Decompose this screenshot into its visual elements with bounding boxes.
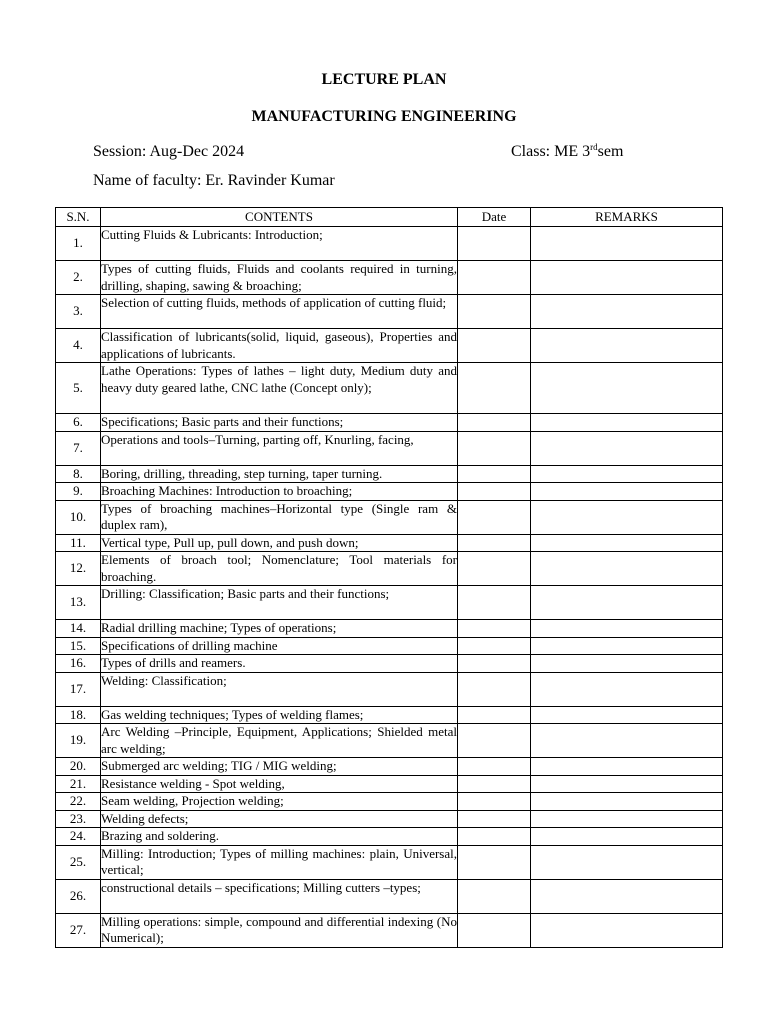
row-date [458, 465, 531, 483]
row-date [458, 431, 531, 465]
row-sn: 24. [56, 828, 101, 846]
table-row [56, 363, 723, 414]
row-content: Types of broaching machines–Horizontal type (Single ram & duplex ram), [101, 500, 457, 532]
row-content: Milling operations: simple, compound and differential indexing (No Numerical); [101, 913, 457, 945]
table-row [56, 431, 723, 465]
row-date [458, 775, 531, 793]
row-sn: 23. [56, 810, 101, 828]
row-sn: 14. [56, 620, 101, 638]
row-content: Classification of lubricants(solid, liquid, gaseous), Properties and applications of lubricants. [101, 329, 457, 361]
row-content: Submerged arc welding; TIG / MIG welding; [101, 758, 458, 776]
class-superscript: rd [590, 142, 598, 152]
header-contents: CONTENTS [101, 208, 458, 227]
row-content: Lathe Operations: Types of lathes – light duty, Medium duty and heavy duty geared lathe, CNC lathe (Concept only); [101, 363, 458, 414]
table-row [56, 913, 723, 947]
row-sn: 26. [56, 879, 101, 913]
class-suffix: sem [597, 143, 624, 160]
table-row [56, 655, 723, 673]
table-row [56, 724, 723, 758]
row-remarks [531, 465, 723, 483]
table-row [56, 810, 723, 828]
row-remarks [531, 724, 723, 758]
row-date [458, 913, 531, 947]
row-remarks [531, 295, 723, 329]
row-remarks [531, 775, 723, 793]
table-row [56, 227, 723, 261]
header-sn: S.N. [56, 208, 101, 227]
table-row [56, 845, 723, 879]
table-row [56, 672, 723, 706]
table-body [56, 227, 723, 948]
row-sn: 22. [56, 793, 101, 811]
row-date [458, 414, 531, 432]
row-date [458, 295, 531, 329]
row-remarks [531, 261, 723, 295]
row-remarks [531, 431, 723, 465]
row-date [458, 828, 531, 846]
row-sn: 6. [56, 414, 101, 432]
table-row [56, 706, 723, 724]
document-subtitle: MANUFACTURING ENGINEERING [251, 108, 517, 125]
table-row [56, 483, 723, 501]
table-row [56, 295, 723, 329]
table-row [56, 775, 723, 793]
row-date [458, 261, 531, 295]
table-row [56, 586, 723, 620]
row-date [458, 227, 531, 261]
row-sn: 16. [56, 655, 101, 673]
row-sn: 10. [56, 500, 101, 534]
row-remarks [531, 500, 723, 534]
row-remarks [531, 552, 723, 586]
table-row [56, 500, 723, 534]
row-content: Selection of cutting fluids, methods of application of cutting fluid; [101, 295, 458, 329]
table-header-row [56, 208, 723, 227]
class-label [511, 142, 623, 162]
row-sn: 15. [56, 637, 101, 655]
header-remarks: REMARKS [531, 208, 723, 227]
row-date [458, 363, 531, 414]
row-sn: 13. [56, 586, 101, 620]
row-sn: 19. [56, 724, 101, 758]
row-remarks [531, 758, 723, 776]
row-remarks [531, 672, 723, 706]
row-date [458, 329, 531, 363]
row-remarks [531, 913, 723, 947]
row-content: Welding: Classification; [101, 672, 458, 706]
row-date [458, 552, 531, 586]
row-sn: 9. [56, 483, 101, 501]
row-content: Welding defects; [101, 810, 458, 828]
row-date [458, 724, 531, 758]
row-content: Types of drills and reamers. [101, 655, 458, 673]
row-sn: 12. [56, 552, 101, 586]
row-remarks [531, 828, 723, 846]
row-date [458, 706, 531, 724]
table-row [56, 637, 723, 655]
row-content: Brazing and soldering. [101, 828, 458, 846]
row-content: Arc Welding –Principle, Equipment, Applications; Shielded metal arc welding; [101, 724, 457, 756]
row-remarks [531, 227, 723, 261]
table-row [56, 620, 723, 638]
table-row [56, 828, 723, 846]
row-content: Seam welding, Projection welding; [101, 793, 458, 811]
table-row [56, 534, 723, 552]
row-date [458, 637, 531, 655]
row-sn: 3. [56, 295, 101, 329]
document-title: LECTURE PLAN [321, 71, 447, 88]
lecture-plan-table [55, 207, 723, 948]
row-content: Gas welding techniques; Types of welding flames; [101, 706, 458, 724]
row-remarks [531, 414, 723, 432]
row-sn: 25. [56, 845, 101, 879]
faculty-label: Name of faculty: Er. Ravinder Kumar [93, 172, 335, 189]
row-content: Types of cutting fluids, Fluids and coolants required in turning, drilling, shaping, sawing & broaching; [101, 261, 457, 293]
class-prefix: Class: ME 3 [511, 143, 591, 160]
row-content: constructional details – specifications; Milling cutters –types; [101, 879, 458, 913]
table-row [56, 329, 723, 363]
row-date [458, 879, 531, 913]
table-row [56, 261, 723, 295]
row-date [458, 793, 531, 811]
row-date [458, 845, 531, 879]
row-sn: 20. [56, 758, 101, 776]
row-content: Boring, drilling, threading, step turning, taper turning. [101, 465, 458, 483]
row-date [458, 810, 531, 828]
row-date [458, 483, 531, 501]
row-sn: 5. [56, 363, 101, 414]
row-remarks [531, 586, 723, 620]
row-sn: 4. [56, 329, 101, 363]
row-remarks [531, 483, 723, 501]
row-date [458, 534, 531, 552]
row-remarks [531, 620, 723, 638]
row-content: Drilling: Classification; Basic parts and their functions; [101, 586, 458, 620]
row-remarks [531, 810, 723, 828]
session-label: Session: Aug-Dec 2024 [93, 143, 245, 160]
row-content: Operations and tools–Turning, parting off, Knurling, facing, [101, 431, 458, 465]
row-content: Specifications of drilling machine [101, 637, 458, 655]
row-remarks [531, 329, 723, 363]
row-sn: 21. [56, 775, 101, 793]
row-remarks [531, 363, 723, 414]
table-row [56, 465, 723, 483]
row-content: Broaching Machines: Introduction to broaching; [101, 483, 458, 501]
row-date [458, 672, 531, 706]
table-row [56, 879, 723, 913]
row-remarks [531, 534, 723, 552]
row-sn: 1. [56, 227, 101, 261]
row-remarks [531, 637, 723, 655]
row-sn: 7. [56, 431, 101, 465]
row-date [458, 758, 531, 776]
row-sn: 11. [56, 534, 101, 552]
row-sn: 18. [56, 706, 101, 724]
row-content: Radial drilling machine; Types of operations; [101, 620, 458, 638]
row-remarks [531, 655, 723, 673]
row-content: Milling: Introduction; Types of milling machines: plain, Universal, vertical; [101, 845, 457, 877]
row-content: Resistance welding - Spot welding, [101, 775, 458, 793]
row-date [458, 500, 531, 534]
header-date: Date [458, 208, 531, 227]
row-content: Elements of broach tool; Nomenclature; Tool materials for broaching. [101, 552, 457, 584]
row-date [458, 655, 531, 673]
row-date [458, 620, 531, 638]
row-sn: 27. [56, 913, 101, 947]
row-remarks [531, 845, 723, 879]
row-remarks [531, 793, 723, 811]
table-row [56, 758, 723, 776]
row-sn: 8. [56, 465, 101, 483]
row-content: Specifications; Basic parts and their functions; [101, 414, 458, 432]
row-remarks [531, 879, 723, 913]
table-row [56, 414, 723, 432]
row-sn: 17. [56, 672, 101, 706]
table-row [56, 552, 723, 586]
row-content: Vertical type, Pull up, pull down, and push down; [101, 534, 458, 552]
table-row [56, 793, 723, 811]
row-remarks [531, 706, 723, 724]
row-date [458, 586, 531, 620]
row-content: Cutting Fluids & Lubricants: Introduction; [101, 227, 458, 261]
row-sn: 2. [56, 261, 101, 295]
